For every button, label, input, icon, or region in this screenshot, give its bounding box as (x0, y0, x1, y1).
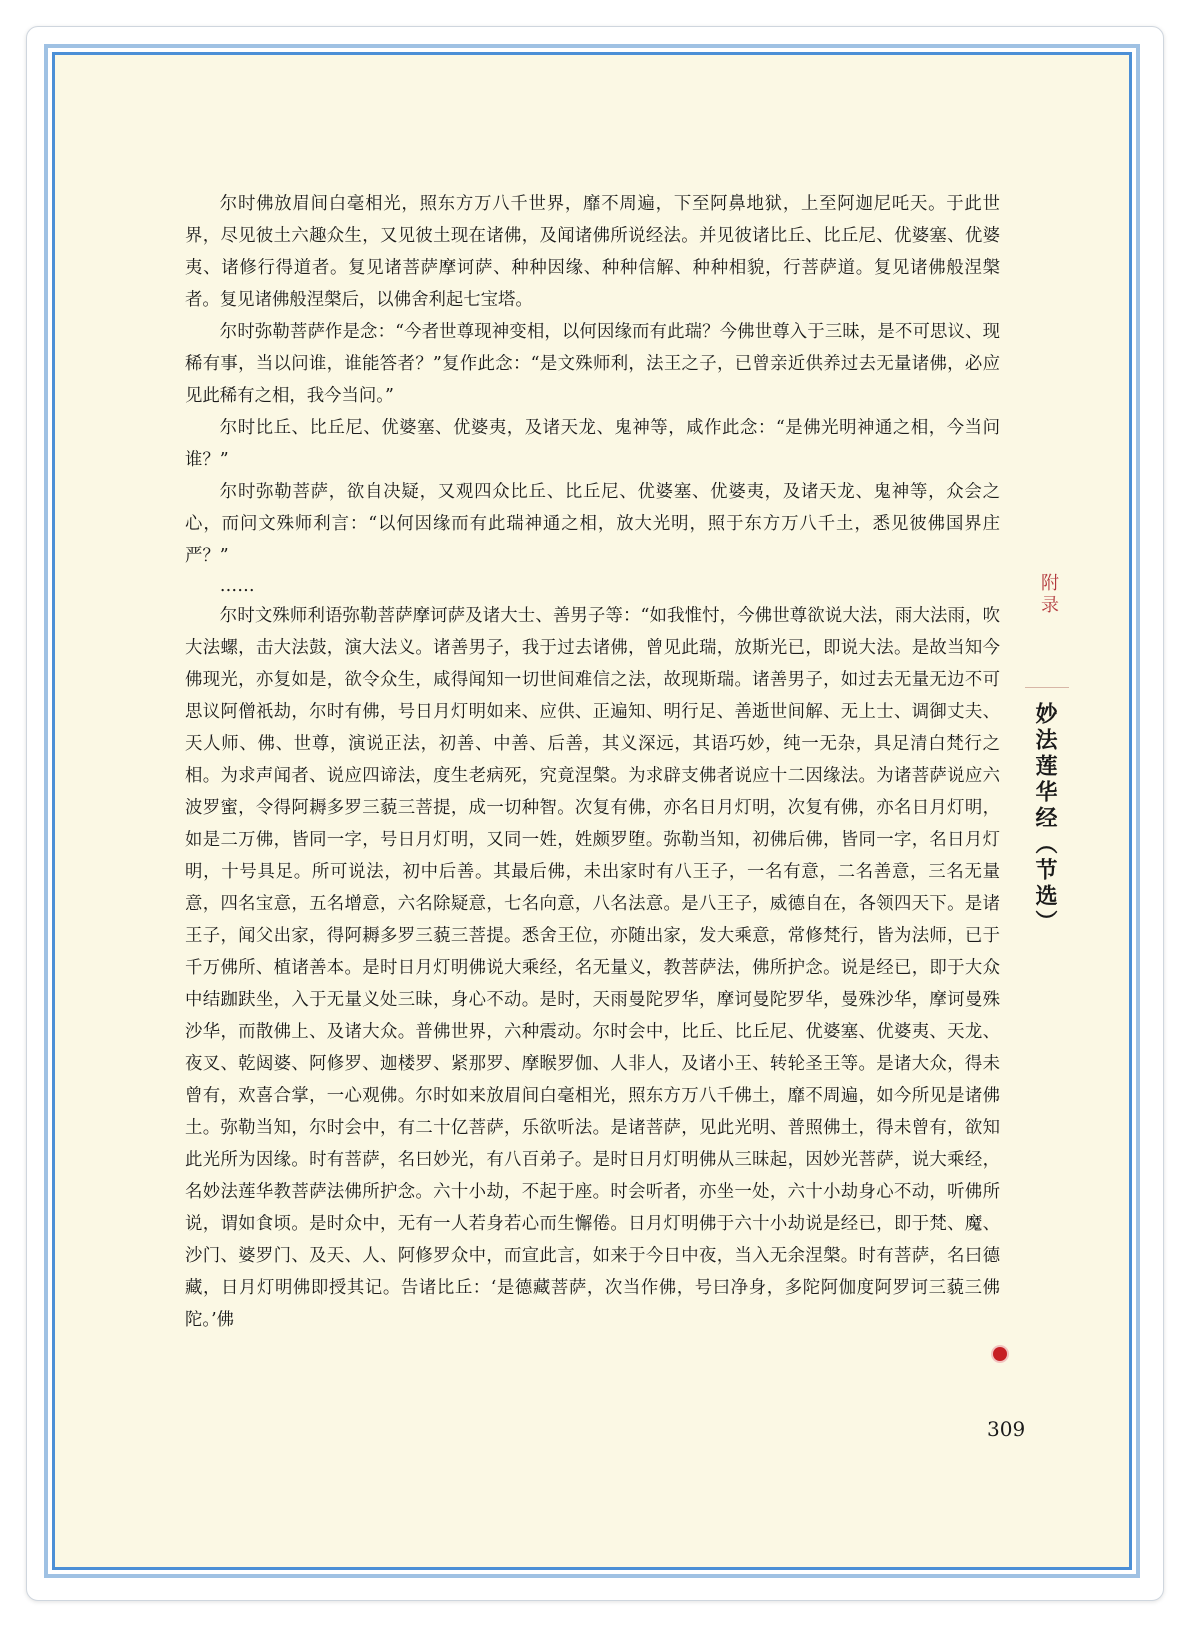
page-number: 309 (987, 1417, 1026, 1441)
body-text (185, 188, 1000, 1336)
ellipsis: …… (219, 576, 255, 596)
paragraph-1: 尔时佛放眉间白毫相光，照东方万八千世界，靡不周遍，下至阿鼻地狱，上至阿迦尼吒天。于此世界，尽见彼土六趣众生，又见彼土现在诸佛，及闻诸佛所说经法。并见彼诸比丘、比丘尼、优婆塞、优婆夷、诸修行得道者。复见诸菩萨摩诃萨、种种因缘、种种信解、种种相貌，行菩萨道。复见诸佛般涅槃者。复见诸佛般涅槃后，以佛舍利起七宝塔。 (185, 194, 1000, 310)
page-frame (44, 44, 1140, 1578)
red-dot-icon (993, 1347, 1007, 1361)
paragraph-5: 尔时文殊师利语弥勒菩萨摩诃萨及诸大士、善男子等：“如我惟忖，今佛世尊欲说大法，雨大法雨，吹大法螺，击大法鼓，演大法义。诸善男子，我于过去诸佛，曾见此瑞，放斯光已，即说大法。是故当知今佛现光，亦复如是，欲令众生，咸得闻知一切世间难信之法，故现斯瑞。诸善男子，如过去无量无边不可思议阿僧祇劫，尔时有佛，号日月灯明如来、应供、正遍知、明行足、善逝世间解、无上士、调御丈夫、天人师、佛、世尊，演说正法，初善、中善、后善，其义深远，其语巧妙，纯一无杂，具足清白梵行之相。为求声闻者、说应四谛法，度生老病死，究竟涅槃。为求辟支佛者说应十二因缘法。为诸菩萨说应六波罗蜜，令得阿耨多罗三藐三菩提，成一切种智。次复有佛，亦名日月灯明，次复有佛，亦名日月灯明，如是二万佛，皆同一字，号日月灯明，又同一姓，姓颇罗堕。弥勒当知，初佛后佛，皆同一字，名日月灯明，十号具足。所可说法，初中后善。其最后佛，未出家时有八王子，一名有意，二名善意，三名无量意，四名宝意，五名增意，六名除疑意，七名向意，八名法意。是八王子，威德自在，各领四天下。是诸王子，闻父出家，得阿耨多罗三藐三菩提。悉舍王位，亦随出家，发大乘意，常修梵行，皆为法师，已于千万佛所、植诸善本。是时日月灯明佛说大乘经，名无量义，教菩萨法，佛所护念。说是经已，即于大众中结跏趺坐，入于无量义处三昧，身心不动。是时，天雨曼陀罗华，摩诃曼陀罗华，曼殊沙华，摩诃曼殊沙华，而散佛上、及诸大众。普佛世界，六种震动。尔时会中，比丘、比丘尼、优婆塞、优婆夷、天龙、夜叉、乾闼婆、阿修罗、迦楼罗、紧那罗、摩睺罗伽、人非人，及诸小王、转轮圣王等。是诸大众，得未曾有，欢喜合掌，一心观佛。尔时如来放眉间白毫相光，照东方万八千佛土，靡不周遍，如今所见是诸佛土。弥勒当知，尔时会中，有二十亿菩萨，乐欲听法。是诸菩萨，见此光明、普照佛土，得未曾有，欲知此光所为因缘。时有菩萨，名曰妙光，有八百弟子。是时日月灯明佛从三昧起，因妙光菩萨，说大乘经，名妙法莲华教菩萨法佛所护念。六十小劫，不起于座。时会听者，亦坐一处，六十小劫身心不动，听佛所说，谓如食顷。是时众中，无有一人若身若心而生懈倦。日月灯明佛于六十小劫说是经已，即于梵、魔、沙门、婆罗门、及天、人、阿修罗众中，而宣此言，如来于今日中夜，当入无余涅槃。时有菩萨，名曰德藏，日月灯明佛即授其记。告诸比丘：‘是德藏菩萨，次当作佛，号曰净身，多陀阿伽度阿罗诃三藐三佛陀。’佛 (185, 606, 1000, 1330)
side-divider (1025, 687, 1069, 688)
paragraph-4: 尔时弥勒菩萨，欲自决疑，又观四众比丘、比丘尼、优婆塞、优婆夷，及诸天龙、鬼神等，众会之心，而问文殊师利言：“以何因缘而有此瑞神通之相，放大光明，照于东方万八千土，悉见彼佛国界庄严？” (185, 482, 1000, 566)
paragraph-2: 尔时弥勒菩萨作是念：“今者世尊现神变相，以何因缘而有此瑞？今佛世尊入于三昧，是不可思议、现稀有事，当以问谁，谁能答者？”复作此念：“是文殊师利，法王之子，已曾亲近供养过去无量诸佛，必应见此稀有之相，我今当问。” (185, 322, 1000, 406)
page-paper (52, 52, 1132, 1570)
section-tab: 附录 (1038, 573, 1059, 617)
chapter-title-tab: 妙法莲华经（节选） (1032, 702, 1058, 936)
paragraph-3: 尔时比丘、比丘尼、优婆塞、优婆夷，及诸天龙、鬼神等，咸作此念：“是佛光明神通之相，今当问谁？” (185, 418, 1000, 470)
